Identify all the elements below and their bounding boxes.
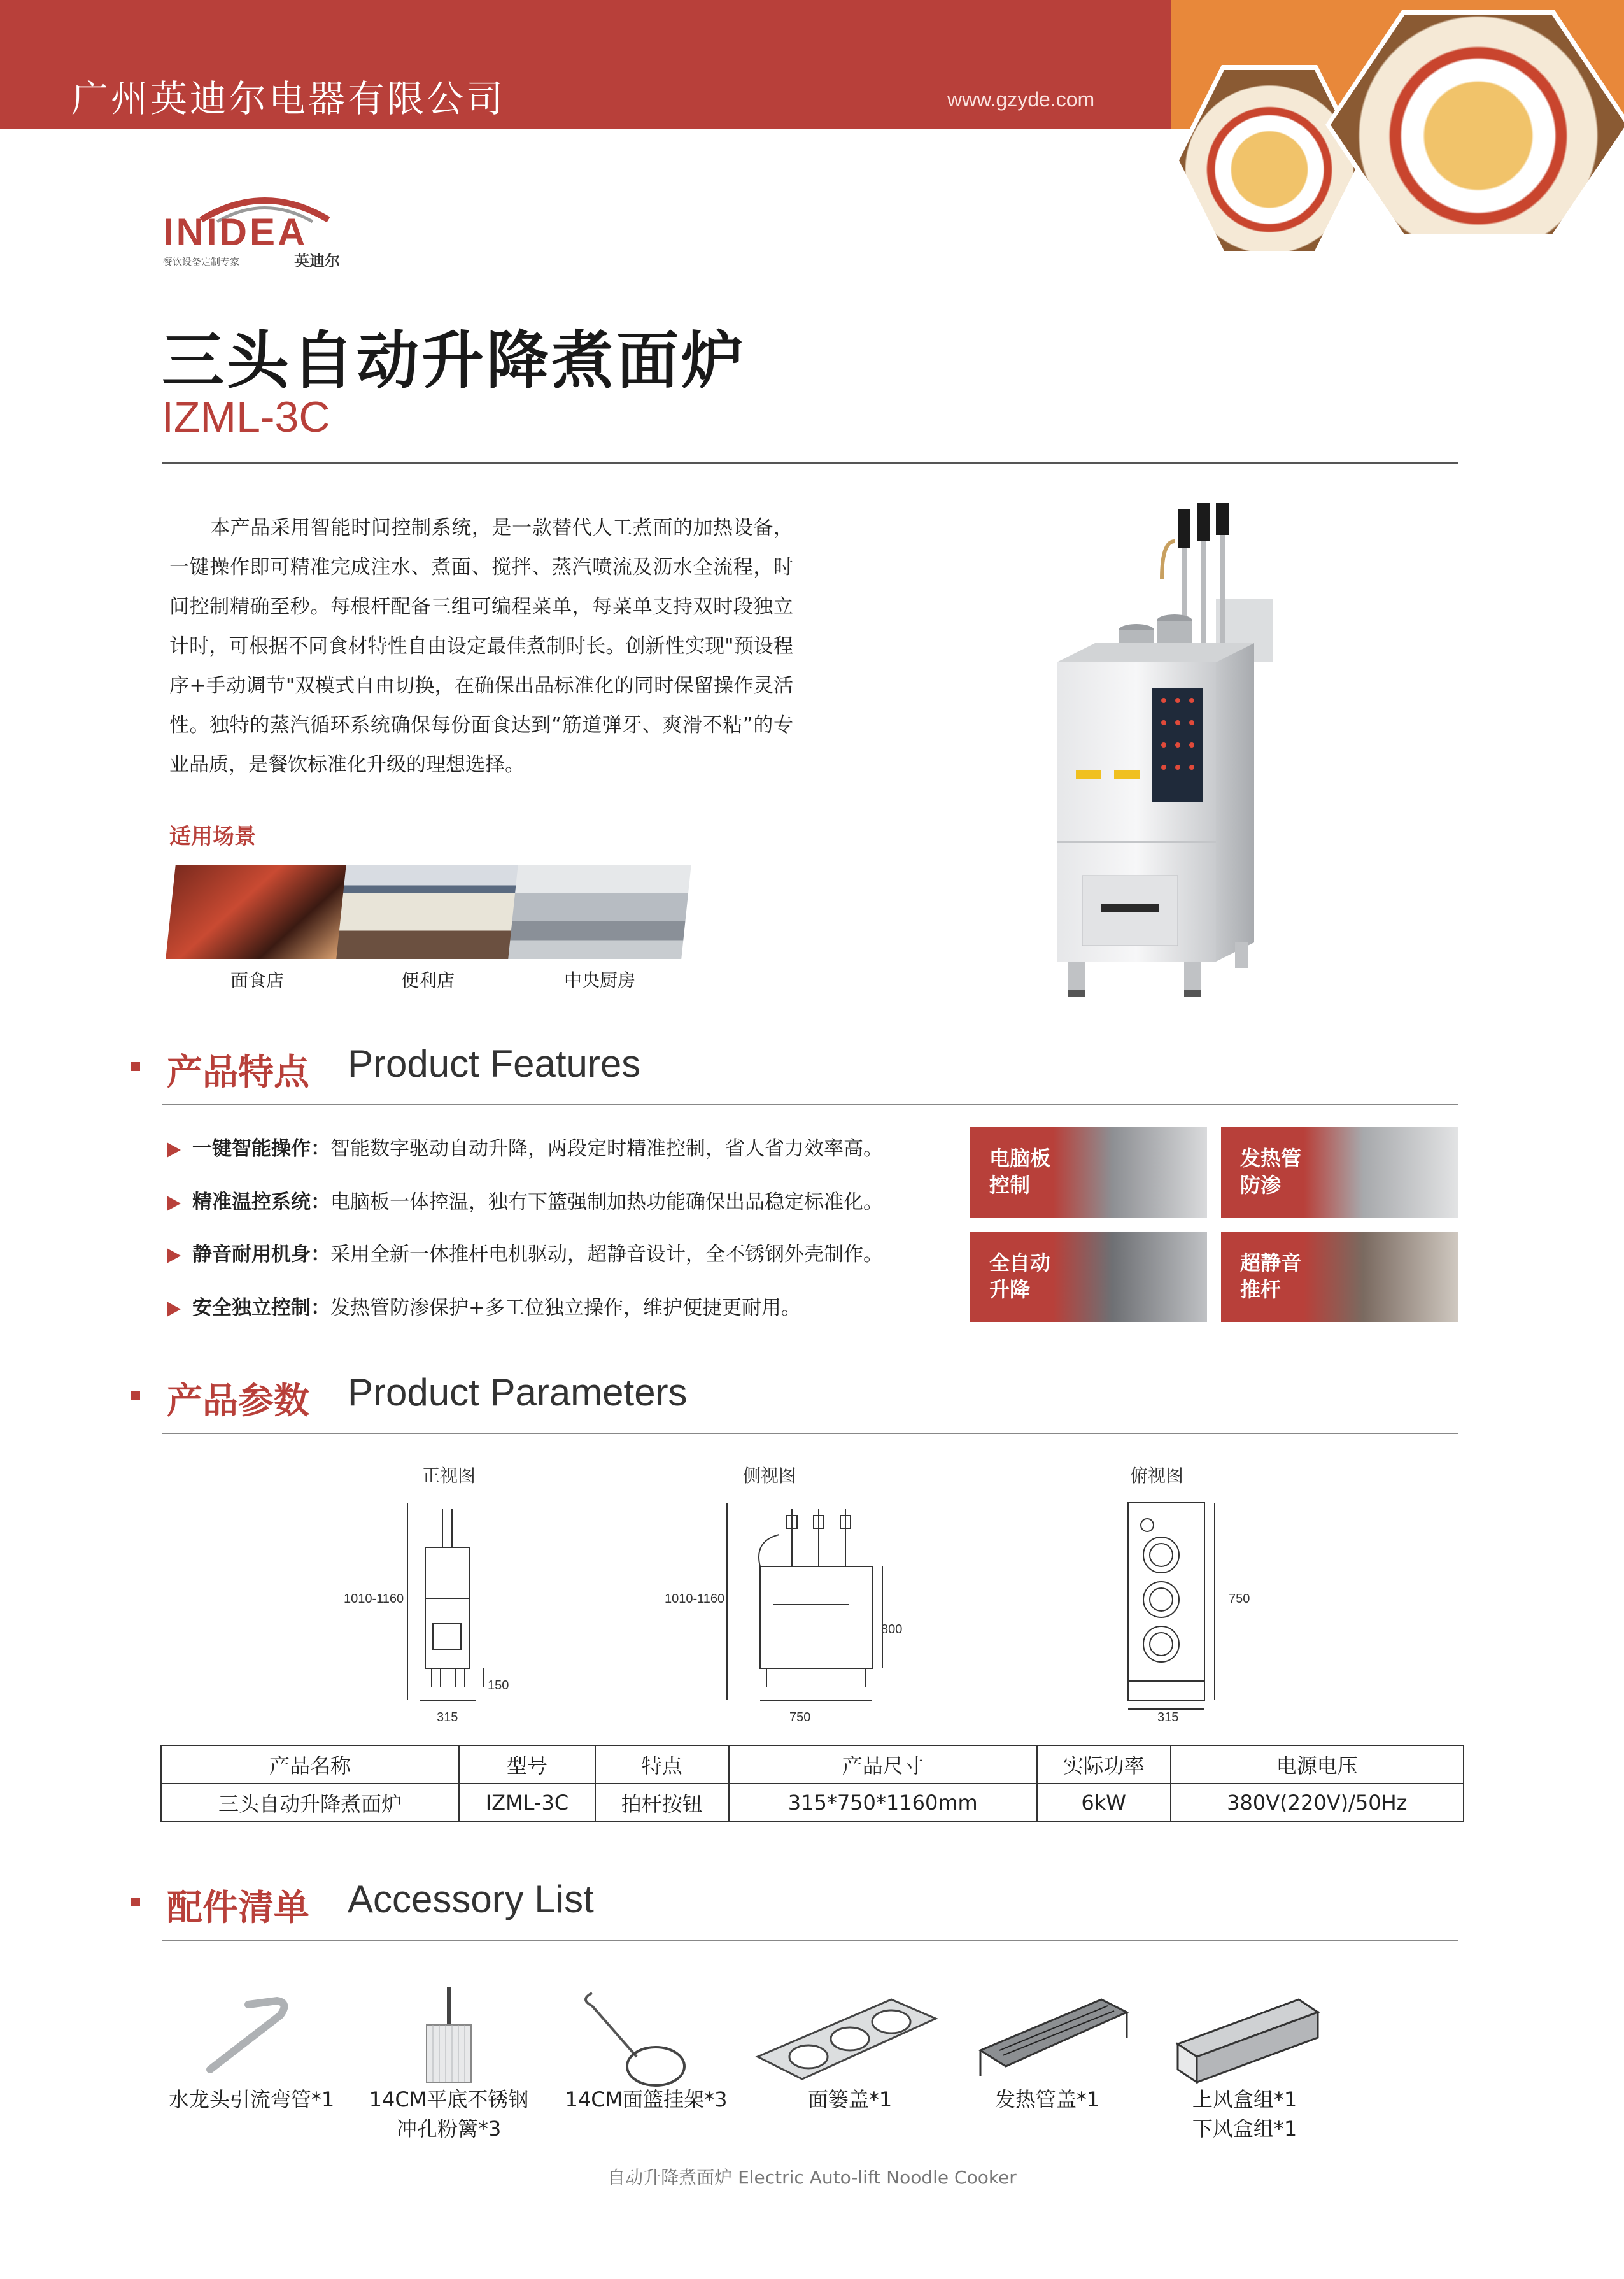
front-view-label: 正视图 xyxy=(421,1465,476,1486)
feature-text: 发热管防渗保护+多工位独立操作，维护便捷更耐用。 xyxy=(330,1296,801,1319)
side-body-dim: 800 xyxy=(881,1622,903,1636)
accessories-heading-en: Accessory List xyxy=(348,1878,594,1920)
table-header-cell: 实际功率 xyxy=(1037,1745,1171,1784)
product-intro: 本产品采用智能时间控制系统，是一款替代人工煮面的加热设备，一键操作即可精准完成注水、煮面、搅拌、蒸汽喷流及沥水全流程，时间控制精确至秒。每根杆配备三组可编程菜单，每菜单支持双时段独立计时，可根据不同食材特性自由设定最佳煮制时长。创新性实现"预设程序+手动调节"双模式自由切换，在确保出品标准化的同时保留操作灵活性。独特的蒸汽循环系统确保每份面食达到“筋道弹牙、爽滑不粘”的专业品质，是餐饮标准化升级的理想选择。 xyxy=(169,516,793,776)
accessory-caption: 14CM平底不锈钢 冲孔粉篱*3 xyxy=(369,2087,529,2141)
air-box-image xyxy=(1140,1987,1350,2089)
features-heading-en: Product Features xyxy=(348,1042,641,1085)
top-width-dim: 315 xyxy=(1157,1710,1179,1724)
table-header-row xyxy=(161,1745,1464,1784)
scenario-caption: 面食店 xyxy=(230,970,284,991)
front-width-dim: 315 xyxy=(437,1710,458,1724)
table-cell: 三头自动升降煮面炉 xyxy=(161,1784,459,1822)
section-marker xyxy=(131,1391,140,1400)
table-cell: 380V(220V)/50Hz xyxy=(1171,1784,1464,1822)
product-photo xyxy=(1044,503,1286,1006)
scenario-caption: 便利店 xyxy=(400,970,455,991)
front-leg-dim: 150 xyxy=(488,1679,509,1693)
feature-tile-heating-tube: 发热管 防渗 xyxy=(1221,1127,1458,1218)
accessory-caption: 发热管盖*1 xyxy=(994,2087,1100,2112)
basket-lid-image xyxy=(745,1987,955,2089)
table-header-cell: 特点 xyxy=(595,1745,729,1784)
feature-tile-auto-lift: 全自动 升降 xyxy=(970,1232,1207,1322)
features-heading-cn: 产品特点 xyxy=(167,1052,309,1093)
side-height-dim: 1010-1160 xyxy=(665,1592,725,1606)
feature-tile-silent-pushrod: 超静音 推杆 xyxy=(1221,1232,1458,1322)
product-model: IZML-3C xyxy=(162,393,330,441)
table-cell: IZML-3C xyxy=(459,1784,595,1822)
table-row xyxy=(161,1784,1464,1822)
feature-text: 智能数字驱动自动升降，两段定时精准控制，省人省力效率高。 xyxy=(330,1137,883,1160)
drain-pipe-image xyxy=(146,1987,357,2089)
section-marker xyxy=(131,1898,140,1906)
scenario-noodle-shop-photo xyxy=(166,865,349,959)
table-header-cell: 产品名称 xyxy=(161,1745,459,1784)
features-divider xyxy=(162,1104,1458,1105)
title-divider xyxy=(162,462,1458,464)
scenarios-label: 适用场景 xyxy=(169,824,256,849)
company-name: 广州英迪尔电器有限公司 xyxy=(71,77,506,120)
side-view-label: 侧视图 xyxy=(742,1465,796,1486)
front-view-drawing xyxy=(395,1496,516,1713)
noodle-basket-image xyxy=(344,1987,554,2089)
top-view-label: 俯视图 xyxy=(1129,1465,1183,1486)
top-view-drawing xyxy=(1103,1496,1230,1713)
accessory-caption: 14CM面篮挂架*3 xyxy=(565,2087,728,2112)
basket-holder-image xyxy=(541,1987,751,2089)
scenario-convenience-store-photo xyxy=(336,865,519,959)
feature-item xyxy=(167,1132,883,1161)
table-cell: 315*750*1160mm xyxy=(729,1784,1037,1822)
feature-tile-control-board: 电脑板 控制 xyxy=(970,1127,1207,1218)
feature-title: 精准温控系统： xyxy=(192,1191,330,1214)
side-width-dim: 750 xyxy=(789,1710,811,1724)
feature-item xyxy=(167,1238,883,1267)
front-height-dim: 1010-1160 xyxy=(344,1592,404,1606)
scenario-caption: 中央厨房 xyxy=(563,970,635,991)
table-header-cell: 产品尺寸 xyxy=(729,1745,1037,1784)
logo-brand-cn: 英迪尔 xyxy=(294,252,340,267)
parameters-heading-cn: 产品参数 xyxy=(167,1381,309,1422)
feature-item xyxy=(167,1186,883,1214)
arrow-icon xyxy=(167,1302,181,1317)
feature-item xyxy=(167,1291,801,1320)
feature-title: 安全独立控制： xyxy=(192,1296,330,1319)
brand-logo xyxy=(163,185,373,267)
accessory-caption: 上风盒组*1 下风盒组*1 xyxy=(1192,2087,1297,2141)
logo-tagline: 餐饮设备定制专家 xyxy=(163,256,240,267)
feature-title: 一键智能操作： xyxy=(192,1137,330,1160)
product-title: 三头自动升降煮面炉 xyxy=(162,325,747,397)
page-footer: 自动升降煮面炉 Electric Auto-lift Noodle Cooker xyxy=(607,2167,1017,2188)
feature-text: 采用全新一体推杆电机驱动，超静音设计，全不锈钢外壳制作。 xyxy=(330,1243,883,1266)
accessory-caption: 水龙头引流弯管*1 xyxy=(168,2087,335,2112)
accessories-heading-cn: 配件清单 xyxy=(167,1887,309,1929)
arrow-icon xyxy=(167,1248,181,1263)
table-cell: 6kW xyxy=(1037,1784,1171,1822)
scenario-central-kitchen-photo xyxy=(508,865,691,959)
arrow-icon xyxy=(167,1142,181,1158)
heating-tube-cover-image xyxy=(942,1987,1152,2089)
table-cell: 拍杆按钮 xyxy=(595,1784,729,1822)
feature-text: 电脑板一体控温，独有下篮强制加热功能确保出品稳定标准化。 xyxy=(330,1191,883,1214)
top-depth-dim: 750 xyxy=(1229,1592,1250,1606)
accessory-caption: 面篓盖*1 xyxy=(807,2087,893,2112)
feature-title: 静音耐用机身： xyxy=(192,1243,330,1266)
section-marker xyxy=(131,1062,140,1071)
logo-wordmark: INIDEA xyxy=(163,211,308,253)
parameters-heading-en: Product Parameters xyxy=(348,1371,688,1414)
table-header-cell: 电源电压 xyxy=(1171,1745,1464,1784)
company-url[interactable]: www.gzyde.com xyxy=(947,88,1095,111)
accessories-divider xyxy=(162,1940,1458,1941)
parameters-table xyxy=(160,1745,1464,1822)
table-header-cell: 型号 xyxy=(459,1745,595,1784)
parameters-divider xyxy=(162,1433,1458,1434)
side-view-drawing xyxy=(716,1496,887,1713)
arrow-icon xyxy=(167,1196,181,1211)
